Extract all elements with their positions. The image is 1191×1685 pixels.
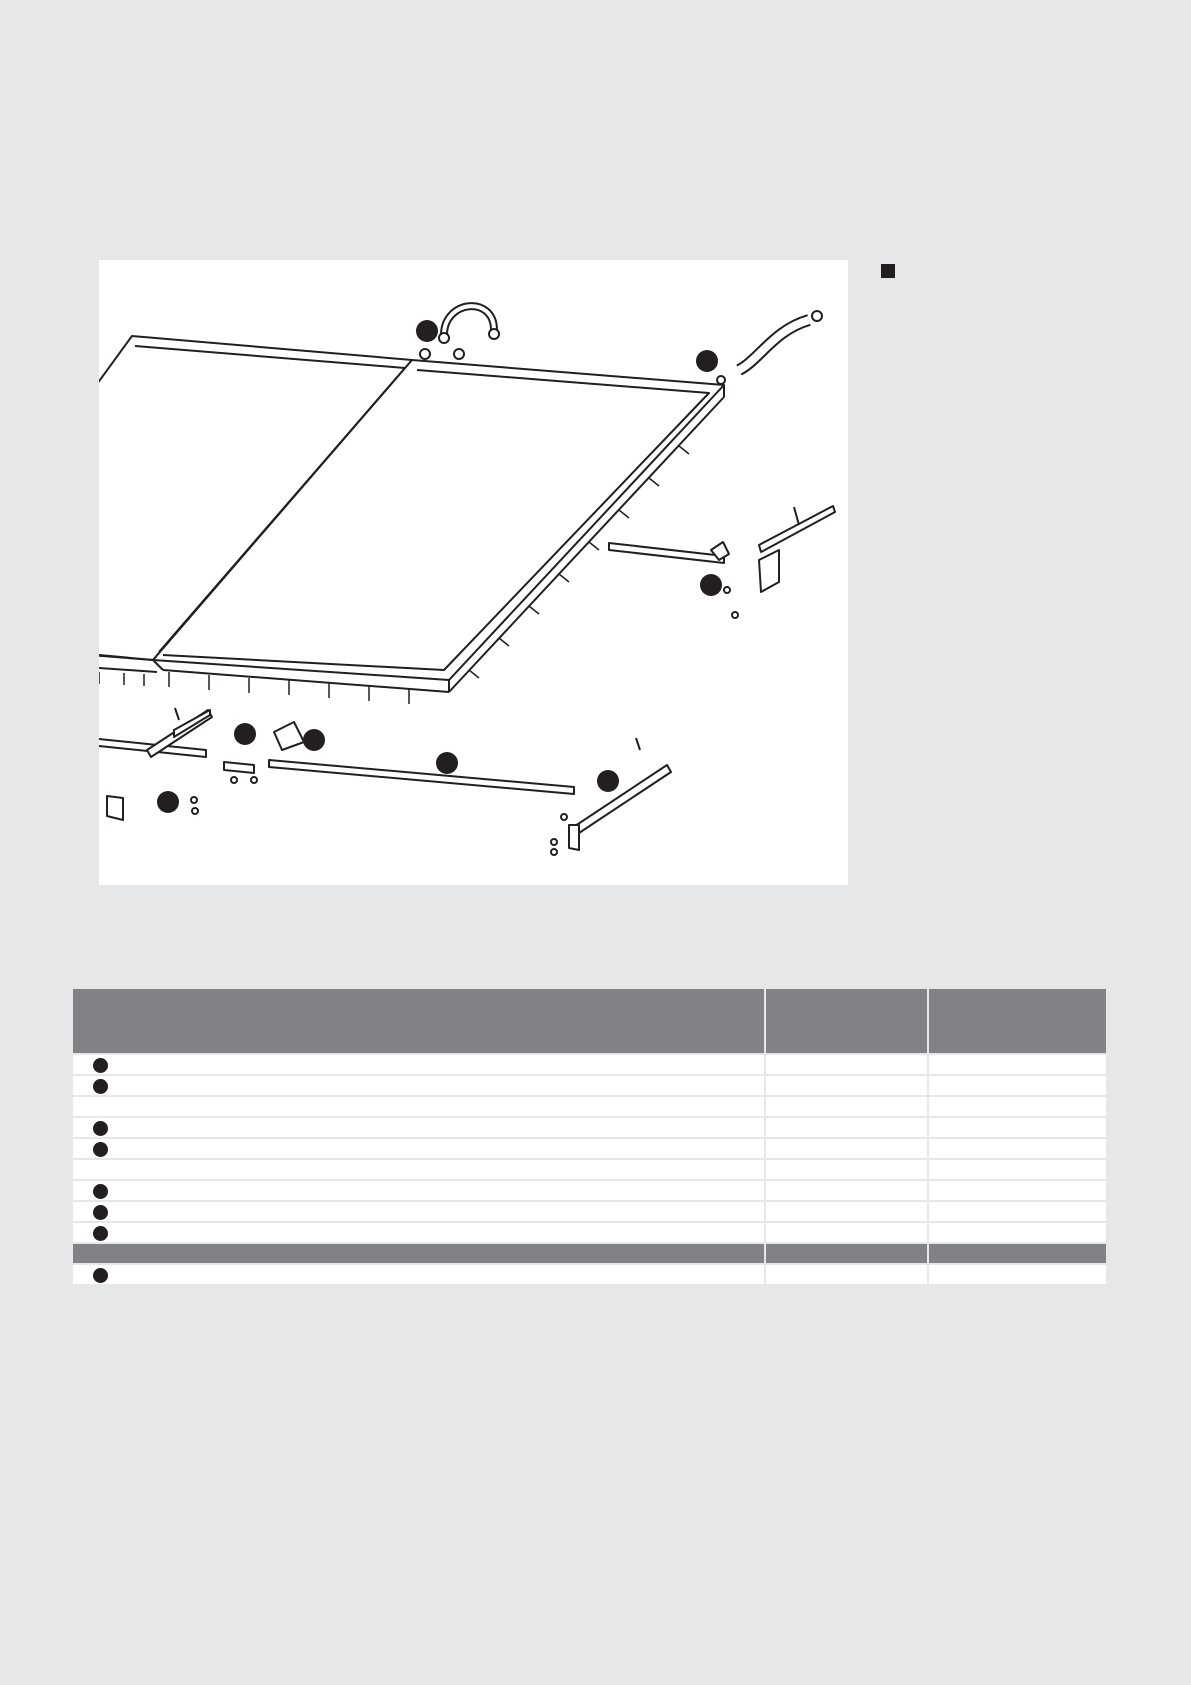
- bullet-dot-icon: [93, 1205, 108, 1220]
- callout-4: [234, 723, 256, 745]
- bullet-dot-icon: [93, 1058, 108, 1073]
- section-cell: [765, 1243, 928, 1264]
- table-row: [72, 1054, 1107, 1075]
- table-row: [72, 1180, 1107, 1201]
- flexible-hose: [717, 311, 822, 384]
- row-description: [72, 1201, 765, 1222]
- section-cell: [72, 1243, 765, 1264]
- row-col3: [928, 1138, 1107, 1159]
- row-col2: [765, 1159, 928, 1180]
- row-col3: [928, 1054, 1107, 1075]
- section-divider-row: [72, 1243, 1107, 1264]
- row-description: [72, 1075, 765, 1096]
- row-col3: [928, 1117, 1107, 1138]
- table-row: [72, 1075, 1107, 1096]
- table-row: [72, 1159, 1107, 1180]
- bullet-square-icon: [881, 264, 895, 278]
- bullet-dot-icon: [93, 1226, 108, 1241]
- row-description: [72, 1180, 765, 1201]
- bullet-dot-icon: [93, 1121, 108, 1136]
- callout-8: [157, 791, 179, 813]
- table-row: [72, 1117, 1107, 1138]
- row-col2: [765, 1264, 928, 1285]
- front-support-rail: [99, 708, 671, 855]
- row-col3: [928, 1180, 1107, 1201]
- table-row: [72, 1096, 1107, 1117]
- callout-3: [700, 574, 722, 596]
- row-col3: [928, 1222, 1107, 1243]
- callout-7: [597, 770, 619, 792]
- assembly-illustration: [99, 260, 848, 885]
- bullet-dot-icon: [93, 1142, 108, 1157]
- rear-support-rail: [609, 506, 835, 618]
- callout-5: [303, 729, 325, 751]
- exploded-view-drawing: [99, 260, 848, 885]
- table-row: [72, 1264, 1107, 1285]
- row-col2: [765, 1117, 928, 1138]
- row-col2: [765, 1201, 928, 1222]
- row-description: [72, 1264, 765, 1285]
- table-header-row: [72, 988, 1107, 1054]
- row-description: [72, 1054, 765, 1075]
- row-col2: [765, 1138, 928, 1159]
- row-description: [72, 1117, 765, 1138]
- row-col3: [928, 1096, 1107, 1117]
- parts-list-table: [71, 987, 1108, 1286]
- row-col3: [928, 1264, 1107, 1285]
- row-description: [72, 1159, 765, 1180]
- header-reference: [928, 988, 1107, 1054]
- row-col2: [765, 1096, 928, 1117]
- row-description: [72, 1138, 765, 1159]
- table-row: [72, 1222, 1107, 1243]
- row-description: [72, 1096, 765, 1117]
- callout-2: [696, 350, 718, 372]
- bullet-dot-icon: [93, 1268, 108, 1283]
- row-col3: [928, 1201, 1107, 1222]
- bullet-dot-icon: [93, 1184, 108, 1199]
- section-cell: [928, 1243, 1107, 1264]
- row-col2: [765, 1222, 928, 1243]
- table-row: [72, 1138, 1107, 1159]
- row-col3: [928, 1159, 1107, 1180]
- header-description: [72, 988, 765, 1054]
- header-quantity: [765, 988, 928, 1054]
- callout-6: [436, 752, 458, 774]
- row-col2: [765, 1054, 928, 1075]
- row-col2: [765, 1075, 928, 1096]
- callout-1: [416, 320, 438, 342]
- row-col2: [765, 1180, 928, 1201]
- table-row: [72, 1201, 1107, 1222]
- row-description: [72, 1222, 765, 1243]
- bullet-dot-icon: [93, 1079, 108, 1094]
- row-col3: [928, 1075, 1107, 1096]
